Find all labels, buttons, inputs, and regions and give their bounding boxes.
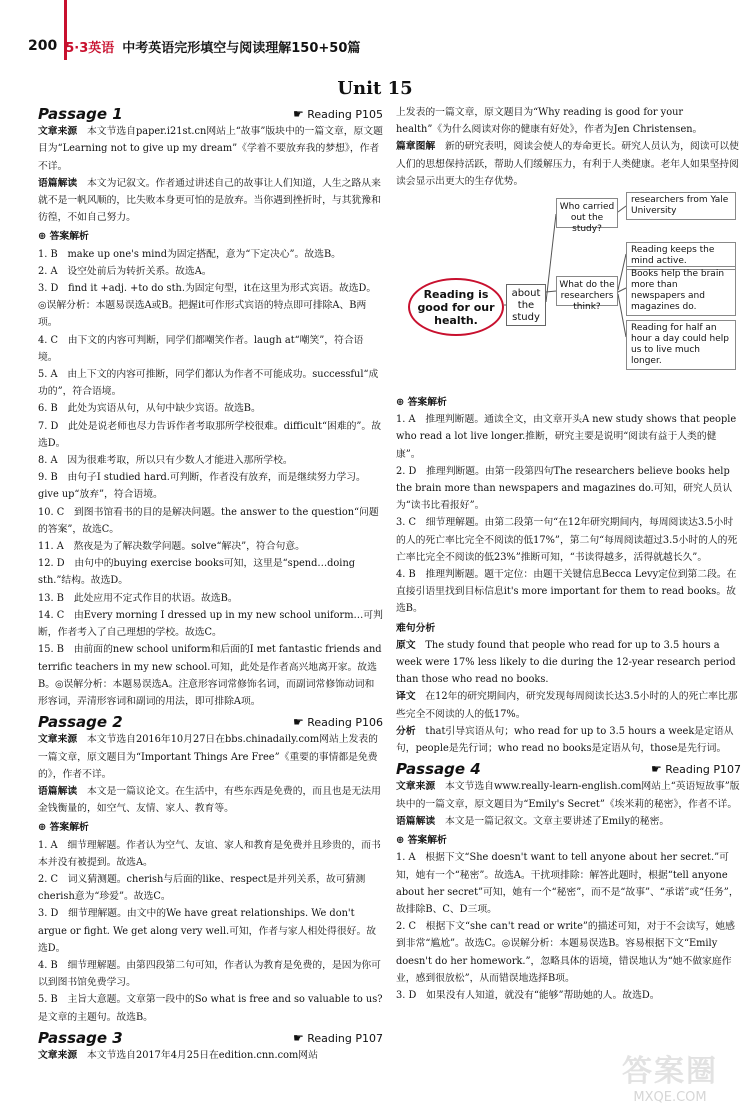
passage3-header: [38, 1030, 383, 1047]
passage3-analysis-heading: ⊕ 答案解析: [396, 397, 447, 409]
answer-item: 3. D find it +adj. +to do sth.为固定句型，it在这里为形式宾语。故选D。◎误解分析：本题易误选A或B。把握it可作形式宾语的特点即可排除A、B两项。: [38, 283, 377, 329]
passage2-header: [38, 714, 383, 731]
what-question-node: What do the researchers think?: [556, 276, 618, 306]
who-answer-node: researchers from Yale University: [626, 192, 736, 220]
map-text: 新的研究表明，阅读会使人的寿命更长。研究人员认为，阅读可以使人们的思想保持活跃，帮助人们缓解压力，有利于人类健康。老年人如果坚持阅读会显示出更大的生存优势。: [396, 141, 739, 187]
source-label: 文章来源: [38, 1049, 78, 1061]
answer-item: 8. A 因为很难考取，所以只有少数人才能进入那所学校。: [38, 455, 293, 467]
left-column: [38, 104, 383, 1064]
answer-item: 1. A 根据下文“She doesn't want to tell anyone about her secret.”可知，她有一个“秘密”。故选A。干扰项排除：解答此题时，根据“tell anyone about her secret”可知，她有一个“秘密”，而不是“故事”、“承诺”或“任务”，故排除B、C、D三项。: [396, 852, 739, 915]
analysis-text: that引导宾语从句；who read for up to 3.5 hours a week是定语从句，people是先行词；who read no books是定语从句，those是先行词。: [396, 725, 734, 755]
passage2-lang: [38, 783, 383, 817]
answer-item: 7. D 此处是说老师也尽力告诉作者考取那所学校很难。difficult“困难的”。故选D。: [38, 420, 382, 449]
answer-item: 13. B 此处应用不定式作目的状语。故选B。: [38, 592, 238, 604]
hand-pointing-icon: ☛: [292, 715, 304, 730]
passage4-lang: [396, 813, 741, 830]
answer-item: 4. B 推理判断题。题干定位：由题干关键信息Becca Levy定位到第二段。在直接引语里找到目标信息it's more important for them to read books。故选B。: [396, 569, 737, 615]
answer-item: 4. C 由下文的内容可判断，同学们都嘲笑作者。laugh at“嘲笑”，符合语境。: [38, 334, 364, 363]
passage3-reading-text: Reading P107: [307, 1031, 383, 1045]
answer-item: 6. B 此处为宾语从句，从句中缺少宾语。故选B。: [38, 403, 261, 415]
answer-item: 12. D 由句中的buying exercise books可知，这里是“spend…doing sth.”结构。故选D。: [38, 558, 356, 587]
source-text: 本文节选自paper.i21st.cn网站上“故事”版块中的一篇文章，原文题目为“Learning not to give up my dream”《学着不要放弃我的梦想》，作者不详。: [38, 126, 383, 172]
analysis-label: 答案解析: [407, 835, 447, 847]
answer-item: 10. C 到图书馆看书的目的是解决问题。the answer to the question“问题的答案”，故选C。: [38, 506, 379, 535]
right-column: [396, 104, 741, 1004]
brand-logo: 5·3英语: [65, 40, 115, 56]
answer-item: 1. B make up one's mind为固定搭配，意为“下定决心”。故选B。: [38, 248, 341, 260]
lang-text: 本文是一篇议论文。在生活中，有些东西是免费的，而且也是无法用金钱衡量的，如空气、友情、家人、教育等。: [38, 785, 381, 815]
hand-pointing-icon: ☛: [650, 762, 662, 777]
answer-item: 2. C 根据下文“she can't read or write”的描述可知，对于不会读写，她感到非常“尴尬”。故选C。◎误解分析：本题易误选B。容易根据下文“Emily doesn't do her homework.”，忽略具体的语境，错误地认为“她不做家庭作业，感到很放松”，从而错误地选择B项。: [396, 921, 735, 984]
watermark: [600, 1046, 740, 1112]
passage1-reading-text: Reading P105: [307, 108, 383, 121]
original-text: The study found that people who read for up to 3.5 hours a week were 17% less likely to die during the 12-year research period than those who read no books.: [396, 639, 736, 686]
passage1-reading-ref: [293, 106, 383, 123]
page-header: [28, 34, 722, 58]
page-number: 200: [28, 38, 58, 54]
analysis: [396, 723, 741, 757]
hard-sentence-heading: 难句分析: [396, 622, 436, 634]
passage2-reading-ref: [293, 714, 383, 731]
about-node: about the study: [506, 284, 546, 326]
translation: [396, 688, 741, 722]
analysis-sub-label: 分析: [396, 725, 416, 737]
answer-item: 1. A 推理判断题。通读全文，由文章开头A new study shows that people who read a lot live longer.推断，研究主要是说明“阅读有益于人类的健康”。: [396, 414, 737, 460]
unit-title: Unit 15: [337, 78, 413, 99]
answer-item: 15. B 由前面的new school uniform和后面的I met fantastic friends and terrific teachers in my new school.可知，此处是作者高兴地离开家。故选B。◎误解分析：本题易误选A。注意形容词常修饰名词，而副词常修饰动词和形容词，弄清形容词和副词的用法，即可排除A项。: [38, 644, 382, 707]
lang-label: 语篇解读: [38, 177, 78, 189]
source-label: 文章来源: [396, 781, 436, 793]
passage1-answers: [38, 246, 383, 710]
think-node-2: Books help the brain more than newspapers and magazines do.: [626, 266, 736, 316]
passage3-source-left: [38, 1047, 383, 1064]
passage4-title: Passage 4: [396, 760, 481, 779]
passage3-map: [396, 138, 741, 190]
passage3-reading-ref: [293, 1030, 383, 1047]
passage4-reading-ref: [651, 761, 741, 778]
passage2-analysis-heading: ⊕ 答案解析: [38, 822, 89, 834]
answer-item: 3. D 如果没有人知道，就没有“能够”帮助她的人。故选D。: [396, 989, 660, 1001]
watermark-line2: MXQE.COM: [633, 1090, 707, 1105]
answer-item: 3. C 细节理解题。由第二段第一句“在12年研究期间内，每周阅读达3.5小时的人的死亡率比完全不阅读的低17%”，第二句“每周阅读超过3.5小时的人的死亡率比完全不阅读的低23%”推断可知，“书读得越多，活得就越长久”。: [396, 517, 738, 563]
passage4-source: [396, 778, 741, 812]
lang-label: 语篇解读: [396, 815, 436, 827]
answer-item: 14. C 由Every morning I dressed up in my new school uniform…可判断，作者考入了自己理想的学校。故选C。: [38, 609, 383, 639]
answer-item: 2. A 设空处前后为转折关系。故选A。: [38, 265, 212, 277]
answer-item: 2. C 词义猜测题。cherish与后面的like、respect是并列关系，故可猜测cherish意为“珍爱”。故选C。: [38, 873, 366, 903]
answer-item: 5. A 由上下文的内容可推断，同学们都认为作者不可能成功。successful“成功的”，符合语境。: [38, 369, 379, 398]
source-text: 本文节选自2017年4月25日在edition.cnn.com网站: [86, 1049, 318, 1061]
answer-item: 3. D 细节理解题。由文中的We have great relationships. We don't argue or fight. We get along very well.可知，作者与家人相处得很好。故选D。: [38, 908, 377, 954]
hand-pointing-icon: ☛: [292, 107, 304, 121]
passage1-lang: [38, 175, 383, 227]
watermark-line1: 答案圈: [622, 1054, 718, 1089]
lang-text: 本文为记叙文。作者通过讲述自己的故事让人们知道，人生之路从来就不是一帆风顺的，比失败本身更可怕的是放弃。当你遇到挫折时，与其犹豫和彷徨，不如自己努力。: [38, 177, 381, 224]
passage2-title: Passage 2: [38, 713, 123, 732]
passage2-reading-text: Reading P106: [307, 716, 383, 730]
answer-item: 9. B 由句子I studied hard.可判断，作者没有放弃，而是继续努力学习。give up“放弃”，符合语境。: [38, 472, 366, 501]
hand-pointing-icon: ☛: [292, 1030, 304, 1045]
passage4-reading-text: Reading P107: [665, 763, 741, 777]
source-label: 文章来源: [38, 734, 78, 746]
passage4-analysis-heading: ⊕ 答案解析: [396, 835, 447, 847]
analysis-label: 答案解析: [49, 822, 89, 834]
think-node-3: Reading for half an hour a day could help us to live much longer.: [626, 320, 736, 370]
passage1-source: [38, 123, 383, 175]
mind-map-diagram: [396, 192, 741, 392]
analysis-label: 答案解析: [49, 231, 89, 243]
lang-label: 语篇解读: [38, 785, 78, 797]
who-question-node: Who carried out the study?: [556, 198, 618, 228]
translation-text: 在12年的研究期间内，研究发现每周阅读长达3.5小时的人的死亡率比那些完全不阅读的人的低17%。: [396, 691, 738, 720]
passage1-analysis-heading: ⊕ 答案解析: [38, 231, 89, 243]
original-label: 原文: [396, 639, 416, 651]
answer-item: 1. A 细节理解题。作者认为空气、友谊、家人和教育是免费并且珍贵的，而书本并没有被提到。故选A。: [38, 839, 381, 868]
passage4-header: [396, 761, 741, 778]
answer-item: 2. D 推理判断题。由第一段第四句The researchers believe books help the brain more than newspapers and magazines do.可知，研究人员认为“读书比看报好”。: [396, 465, 733, 512]
passage2-source: [38, 731, 383, 783]
map-label: 篇章图解: [396, 141, 436, 153]
answer-item: 11. A 熬夜是为了解决数学问题。solve“解决”，符合句意。: [38, 541, 305, 553]
analysis-label: 答案解析: [407, 397, 447, 409]
lang-text: 本文是一篇记叙文。文章主要讲述了Emily的秘密。: [444, 815, 670, 827]
source-text: 本文节选自2016年10月27日在bbs.chinadaily.com网站上发表的一篇文章，原文题目为“Important Things Are Free”《重要的事情都是免费的》，作者不详。: [38, 734, 378, 780]
center-node: Reading is good for our health.: [408, 278, 504, 336]
answer-item: 4. B 细节理解题。由第四段第二句可知，作者认为教育是免费的，是因为你可以到图书馆免费学习。: [38, 959, 381, 989]
passage1-title: Passage 1: [38, 105, 123, 123]
think-node-1: Reading keeps the mind active.: [626, 242, 736, 270]
original-sentence: [396, 637, 741, 689]
source-label: 文章来源: [38, 126, 78, 138]
book-title: 中考英语完形填空与阅读理解150+50篇: [122, 40, 361, 56]
passage1-header: [38, 106, 383, 123]
answer-item: 5. B 主旨大意题。文章第一段中的So what is free and so valuable to us?是文章的主题句。故选B。: [38, 994, 383, 1023]
passage3-source-right: 上发表的一篇文章，原文题目为“Why reading is good for your health”《为什么阅读对你的健康有好处》，作者为Jen Christensen。: [396, 107, 703, 136]
passage3-title: Passage 3: [38, 1028, 123, 1047]
translation-label: 译文: [396, 691, 416, 703]
source-text: 本文节选自www.really-learn-english.com网站上“英语短故事”版块中的一篇文章，原文题目为“Emily's Secret”《埃米莉的秘密》，作者不详。: [396, 781, 740, 810]
